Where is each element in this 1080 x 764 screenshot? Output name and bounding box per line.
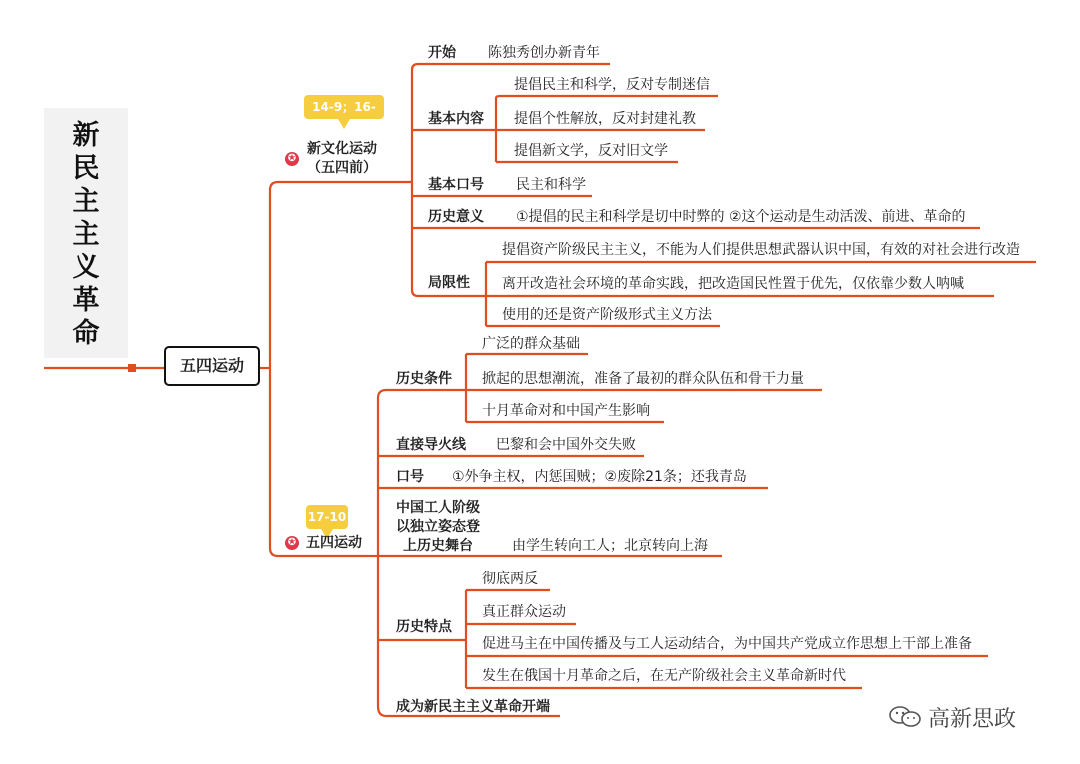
ms-feature-item: 彻底两反 bbox=[482, 571, 538, 587]
star-icon: ✪ bbox=[285, 152, 299, 166]
ms-beginning-label[interactable]: 成为新民主主义革命开端 bbox=[396, 699, 550, 715]
ms-slogan-value: ①外争主权，内惩国贼；②废除21条；还我青岛 bbox=[452, 469, 747, 485]
title-char: 民 bbox=[72, 153, 100, 184]
title-char: 义 bbox=[72, 252, 100, 283]
nc-content-label[interactable]: 基本内容 bbox=[428, 111, 484, 127]
nc-significance-value: ①提倡的民主和科学是切中时弊的 ②这个运动是生动活泼、前进、革命的 bbox=[516, 209, 966, 225]
nc-limitation-item: 离开改造社会环境的革命实践，把改造国民性置于优先，仅依靠少数人呐喊 bbox=[502, 276, 964, 292]
ms-fuse-value: 巴黎和会中国外交失败 bbox=[496, 437, 636, 453]
main-title bbox=[44, 108, 128, 358]
nc-start-value: 陈独秀创办新青年 bbox=[488, 45, 600, 61]
title-char: 革 bbox=[72, 285, 100, 316]
ms-worker-label[interactable]: 中国工人阶级 bbox=[396, 500, 480, 516]
ms-condition-item: 十月革命对和中国产生影响 bbox=[482, 403, 650, 419]
root-node[interactable]: 五四运动 bbox=[164, 346, 260, 386]
title-char: 主 bbox=[72, 186, 100, 217]
ms-condition-item: 广泛的群众基础 bbox=[482, 336, 580, 352]
nc-content-item: 提倡新文学，反对旧文学 bbox=[514, 143, 668, 159]
nc-limitation-item: 提倡资产阶级民主主义，不能为人们提供思想武器认识中国，有效的对社会进行改造 bbox=[502, 242, 1020, 258]
nc-topic-line2[interactable]: （五四前） bbox=[307, 160, 377, 176]
ms-worker-value: 由学生转向工人；北京转向上海 bbox=[512, 538, 708, 554]
title-char: 命 bbox=[72, 318, 100, 349]
ms-worker-label[interactable]: 上历史舞台 bbox=[403, 538, 473, 554]
nc-content-item: 提倡民主和科学，反对专制迷信 bbox=[514, 77, 710, 93]
nc-content-item: 提倡个性解放，反对封建礼教 bbox=[514, 111, 696, 127]
ms-worker-label[interactable]: 以独立姿态登 bbox=[396, 519, 480, 535]
nc-topic-line1[interactable]: 新文化运动 bbox=[307, 141, 377, 157]
wechat-icon bbox=[888, 705, 922, 727]
nc-date-badge: 14-9；16-28 bbox=[304, 95, 384, 119]
ms-condition-label[interactable]: 历史条件 bbox=[396, 371, 452, 387]
title-char: 新 bbox=[72, 120, 100, 151]
title-char: 主 bbox=[72, 219, 100, 250]
nc-limitation-label[interactable]: 局限性 bbox=[428, 275, 470, 291]
ms-feature-item: 发生在俄国十月革命之后，在无产阶级社会主义革命新时代 bbox=[482, 668, 846, 684]
nc-slogan-value: 民主和科学 bbox=[516, 177, 586, 193]
ms-date-badge: 17-10 bbox=[306, 505, 348, 529]
ms-topic[interactable]: 五四运动 bbox=[306, 535, 362, 551]
nc-significance-label[interactable]: 历史意义 bbox=[428, 209, 484, 225]
ms-fuse-label[interactable]: 直接导火线 bbox=[396, 437, 466, 453]
ms-feature-item: 促进马主在中国传播及与工人运动结合，为中国共产党成立作思想上干部上准备 bbox=[482, 636, 972, 652]
ms-feature-item: 真正群众运动 bbox=[482, 604, 566, 620]
nc-start-label[interactable]: 开始 bbox=[428, 45, 456, 61]
watermark-text: 高新思政 bbox=[928, 707, 1017, 732]
ms-feature-label[interactable]: 历史特点 bbox=[396, 619, 452, 635]
star-icon: ✪ bbox=[285, 536, 299, 550]
ms-slogan-label[interactable]: 口号 bbox=[396, 469, 424, 485]
nc-limitation-item: 使用的还是资产阶级形式主义方法 bbox=[502, 307, 712, 323]
nc-slogan-label[interactable]: 基本口号 bbox=[428, 177, 484, 193]
ms-condition-item: 掀起的思想潮流，准备了最初的群众队伍和骨干力量 bbox=[482, 371, 804, 387]
